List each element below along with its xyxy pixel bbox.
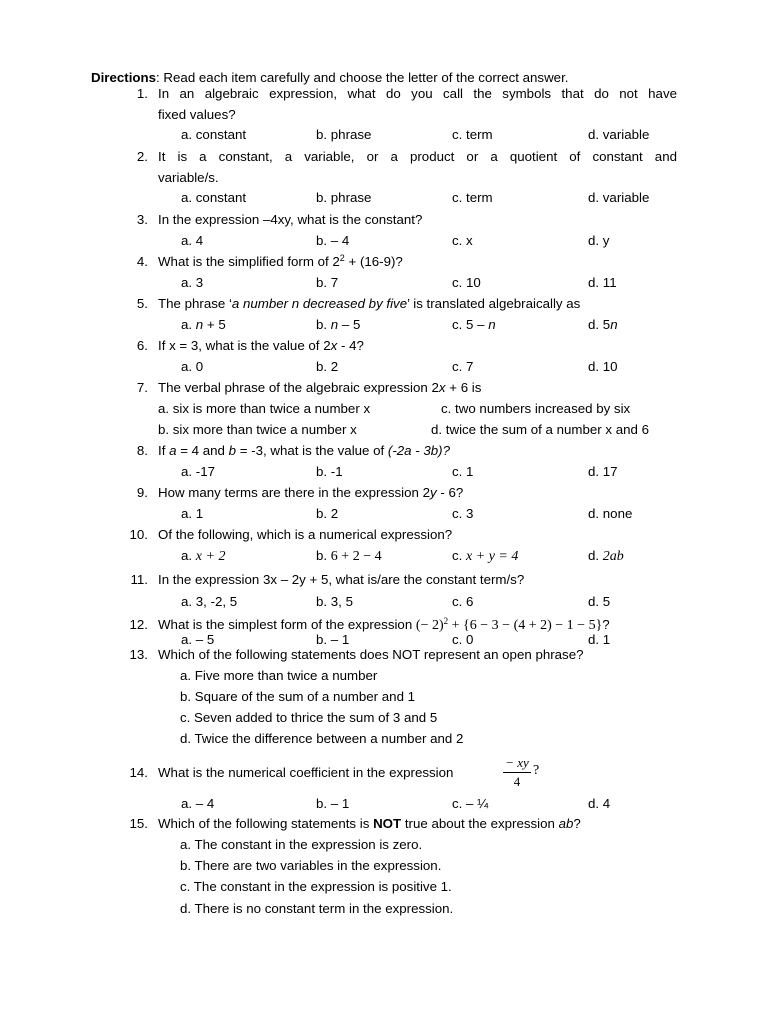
item-4-option-a: a. 3: [181, 275, 204, 290]
item-14-option-d: d. 4: [588, 796, 611, 811]
item-5-phrase: a number n decreased by five: [231, 296, 408, 311]
item-3-option-a: a. 4: [181, 233, 204, 248]
item-1-question-line-1: In an algebraic expression, what do you call the symbols that do not have: [158, 86, 677, 101]
item-1-option-b: b. phrase: [316, 127, 372, 142]
item-5-text-pre: The phrase ‘: [158, 296, 232, 311]
item-6-option-b: b. 2: [316, 359, 339, 374]
item-8-option-b: b. -1: [316, 464, 343, 479]
item-5-question: [158, 296, 580, 312]
item-15-statement-d: d. There is no constant term in the expression.: [180, 901, 454, 916]
item-8-option-d: d. 17: [588, 464, 618, 479]
item-number: 9.: [136, 485, 148, 500]
item-14-question-mark: ?: [533, 763, 540, 778]
item-10-option-c: c. x + y = 4: [452, 548, 519, 564]
item-15-statement-c: c. The constant in the expression is positive 1.: [180, 879, 452, 894]
item-4-text-post: + (16-9)?: [344, 254, 403, 269]
item-11-option-b: b. 3, 5: [316, 594, 353, 609]
item-14-option-a: a. – 4: [181, 796, 215, 811]
fraction-bar: [503, 772, 531, 773]
item-2-option-d: d. variable: [588, 190, 650, 205]
item-14-option-b: b. – 1: [316, 796, 350, 811]
item-number: 15.: [129, 816, 148, 831]
item-2-question-line-2: variable/s.: [158, 170, 219, 185]
item-number: 11.: [130, 572, 148, 587]
item-6-option-a: a. 0: [181, 359, 204, 374]
item-4-option-d: d. 11: [588, 275, 617, 290]
item-7-question: The verbal phrase of the algebraic expression 2x + 6 is: [158, 380, 482, 395]
item-5-option-a: a. n + 5: [181, 317, 226, 332]
item-5-option-b: b. n – 5: [316, 317, 361, 332]
item-2-question-line-1: It is a constant, a variable, or a product or a quotient of constant and: [158, 149, 677, 164]
item-8-question: If a = 4 and b = -3, what is the value of (-2a - 3b)?: [158, 443, 450, 458]
item-9-option-a: a. 1: [181, 506, 204, 521]
item-3-question: In the expression –4xy, what is the constant?: [158, 212, 423, 227]
item-2-option-b: b. phrase: [316, 190, 372, 205]
item-5-option-c: c. 5 – n: [452, 317, 496, 332]
item-7-option-b: b. six more than twice a number x: [158, 422, 357, 437]
item-11-option-d: d. 5: [588, 594, 611, 609]
item-number: 4.: [136, 254, 148, 269]
item-3-option-c: c. x: [452, 233, 473, 248]
item-12-expression: (− 2)$^2$ + {6 − 3 − (4 + 2) − 1 − 5}: [415, 616, 603, 633]
item-12-option-b: b. – 1: [316, 632, 350, 647]
item-number: 12.: [129, 617, 148, 632]
item-14-option-c: c. – ¼: [452, 796, 489, 811]
item-number: 3.: [136, 212, 148, 227]
item-10-option-a: a. x + 2: [181, 548, 226, 564]
item-4-exponent: 2: [339, 253, 345, 263]
item-number: 2.: [136, 149, 148, 164]
item-13-statement-a: a. Five more than twice a number: [180, 668, 378, 683]
item-8-option-c: c. 1: [452, 464, 474, 479]
item-number: 10.: [129, 527, 148, 542]
item-10-option-d: d. 2ab: [588, 548, 624, 564]
directions-text: : Read each item carefully and choose the letter of the correct answer.: [156, 70, 569, 85]
item-4-option-b: b. 7: [316, 275, 339, 290]
item-11-option-a: a. 3, -2, 5: [181, 594, 238, 609]
item-13-question: Which of the following statements does NOT represent an open phrase?: [158, 647, 584, 662]
item-number: 14.: [129, 765, 148, 780]
item-9-option-c: c. 3: [452, 506, 474, 521]
item-1-option-a: a. constant: [181, 127, 247, 142]
item-4-option-c: c. 10: [452, 275, 481, 290]
item-15-statement-a: a. The constant in the expression is zero.: [180, 837, 423, 852]
item-6-option-c: c. 7: [452, 359, 474, 374]
item-1-option-c: c. term: [452, 127, 493, 142]
item-3-option-b: b. – 4: [316, 233, 350, 248]
item-6-option-d: d. 10: [588, 359, 618, 374]
item-14-denominator: 4: [513, 774, 521, 789]
item-13-statement-d: d. Twice the difference between a number and 2: [180, 731, 464, 746]
item-7-option-a: a. six is more than twice a number x: [158, 401, 371, 416]
item-7-option-d: d. twice the sum of a number x and 6: [431, 422, 650, 437]
item-3-option-d: d. y: [588, 233, 610, 248]
item-1-question-line-2: fixed values?: [158, 107, 236, 122]
item-12-option-d: d. 1: [588, 632, 611, 647]
item-14-fraction: [501, 755, 533, 791]
item-5-text-post: ’ is translated algebraically as: [407, 296, 581, 311]
item-number: 6.: [136, 338, 148, 353]
item-12-option-a: a. – 5: [181, 632, 215, 647]
item-2-option-c: c. term: [452, 190, 493, 205]
item-number: 8.: [136, 443, 148, 458]
item-4-text-pre: What is the simplified form of 2: [158, 254, 340, 269]
item-7-option-c: c. two numbers increased by six: [441, 401, 631, 416]
item-15-question: Which of the following statements is NOT true about the expression ab?: [158, 816, 581, 831]
item-8-option-a: a. -17: [181, 464, 216, 479]
item-13-statement-c: c. Seven added to thrice the sum of 3 and 5: [180, 710, 438, 725]
item-12-option-c: c. 0: [452, 632, 474, 647]
item-number: 1.: [136, 86, 148, 101]
item-14-question: What is the numerical coefficient in the expression: [158, 765, 454, 780]
item-5-option-d: d. 5n: [588, 317, 618, 332]
item-9-option-d: d. none: [588, 506, 633, 521]
item-11-option-c: c. 6: [452, 594, 474, 609]
item-number: 5.: [136, 296, 148, 311]
item-number: 13.: [129, 647, 148, 662]
directions-label: Directions: [91, 70, 157, 85]
item-13-statement-b: b. Square of the sum of a number and 1: [180, 689, 416, 704]
item-14-numerator: − xy: [505, 755, 529, 770]
item-6-question: If x = 3, what is the value of 2x - 4?: [158, 338, 364, 353]
item-number: 7.: [136, 380, 148, 395]
item-10-question: Of the following, which is a numerical expression?: [158, 527, 453, 542]
item-1-option-d: d. variable: [588, 127, 650, 142]
directions: [91, 70, 568, 86]
item-4-question: [158, 254, 403, 270]
item-11-question: In the expression 3x – 2y + 5, what is/are the constant term/s?: [158, 572, 525, 587]
item-12-question: What is the simplest form of the expression (− 2)$^2$ + {6 − 3 − (4 + 2) − 1 − 5}?: [158, 616, 610, 633]
item-15-statement-b: b. There are two variables in the expression.: [180, 858, 442, 873]
item-10-option-b: b. 6 + 2 − 4: [316, 548, 382, 564]
item-9-option-b: b. 2: [316, 506, 339, 521]
item-9-question: How many terms are there in the expression 2y - 6?: [158, 485, 464, 500]
item-2-option-a: a. constant: [181, 190, 247, 205]
